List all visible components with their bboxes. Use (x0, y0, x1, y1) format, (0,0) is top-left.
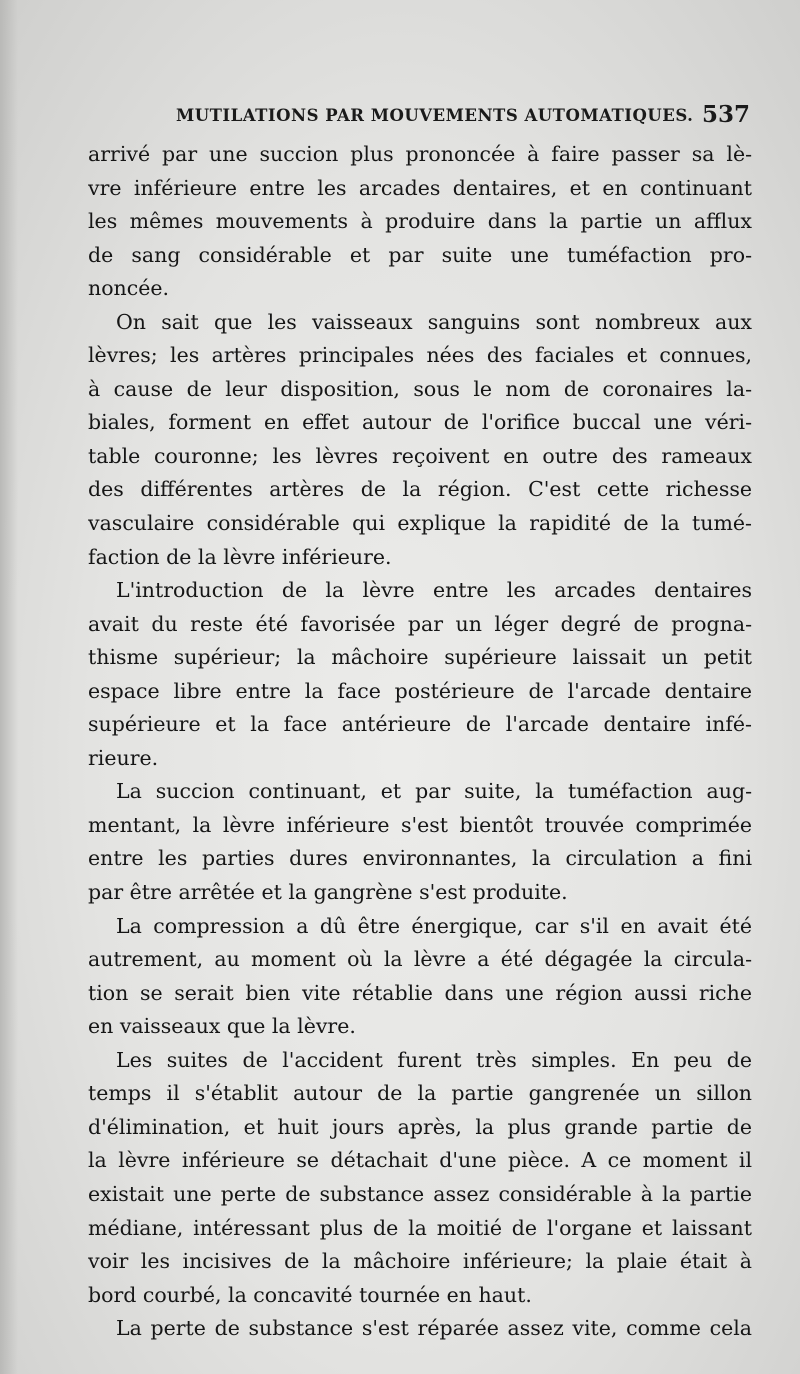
running-title: MUTILATIONS PAR MOUVEMENTS AUTOMATIQUES. (176, 106, 694, 125)
text-line: thisme supérieur; la mâchoire supérieure laissait un petit (88, 645, 752, 670)
text-line: espace libre entre la face postérieure de l'arcade dentaire (88, 678, 752, 703)
running-head (168, 100, 758, 134)
text-line: biales, forment en effet autour de l'orifice buccal une véri- (88, 410, 752, 435)
text-line: en vaisseaux que la lèvre. (88, 1014, 356, 1039)
text-line: entre les parties dures environnantes, la circulation a fini (88, 846, 752, 871)
text-line: avait du reste été favorisée par un léger degré de progna- (88, 611, 752, 636)
text-line: la lèvre inférieure se détachait d'une pièce. A ce moment il (88, 1148, 752, 1173)
text-line: L'introduction de la lèvre entre les arcades dentaires (116, 578, 752, 603)
text-line: de sang considérable et par suite une tuméfaction pro- (88, 242, 752, 267)
page-gutter-shadow (0, 0, 18, 1374)
text-line: faction de la lèvre inférieure. (88, 544, 392, 569)
text-line: les mêmes mouvements à produire dans la partie un afflux (88, 209, 752, 234)
text-line: vre inférieure entre les arcades dentaires, et en continuant (88, 175, 752, 200)
text-line: Les suites de l'accident furent très simples. En peu de (116, 1047, 752, 1072)
text-line: bord courbé, la concavité tournée en haut. (88, 1282, 532, 1307)
text-line: rieure. (88, 745, 159, 770)
text-line: arrivé par une succion plus prononcée à faire passer sa lè- (88, 142, 752, 166)
text-line: des différentes artères de la région. C'est cette richesse (88, 477, 752, 502)
text-line: tion se serait bien vite rétablie dans une région aussi riche (88, 980, 752, 1005)
text-line: On sait que les vaisseaux sanguins sont nombreux aux (116, 309, 752, 334)
text-line: autrement, au moment où la lèvre a été dégagée la circula- (88, 947, 752, 972)
text-line: La succion continuant, et par suite, la tuméfaction aug- (116, 779, 752, 804)
text-line: voir les incisives de la mâchoire inférieure; la plaie était à (88, 1249, 752, 1274)
body-text (88, 138, 752, 1346)
page-number: 537 (701, 101, 750, 128)
text-line: noncée. (88, 276, 170, 301)
text-line: table couronne; les lèvres reçoivent en outre des rameaux (88, 443, 752, 468)
text-line: existait une perte de substance assez considérable à la partie (88, 1181, 752, 1206)
text-line: vasculaire considérable qui explique la rapidité de la tumé- (88, 511, 752, 536)
text-line: lèvres; les artères principales nées des faciales et connues, (88, 343, 752, 368)
text-line: à cause de leur disposition, sous le nom de coronaires la- (88, 376, 752, 401)
text-line: temps il s'établit autour de la partie gangrenée un sillon (88, 1081, 752, 1106)
text-line: supérieure et la face antérieure de l'arcade dentaire infé- (88, 712, 752, 737)
text-line: par être arrêtée et la gangrène s'est produite. (88, 880, 568, 905)
text-line: La perte de substance s'est réparée assez vite, comme cela (116, 1316, 752, 1341)
text-line: médiane, intéressant plus de la moitié de l'organe et laissant (88, 1215, 752, 1240)
text-line: mentant, la lèvre inférieure s'est bientôt trouvée comprimée (88, 812, 752, 837)
text-line: La compression a dû être énergique, car s'il en avait été (116, 913, 752, 938)
text-line: d'élimination, et huit jours après, la plus grande partie de (88, 1114, 752, 1139)
